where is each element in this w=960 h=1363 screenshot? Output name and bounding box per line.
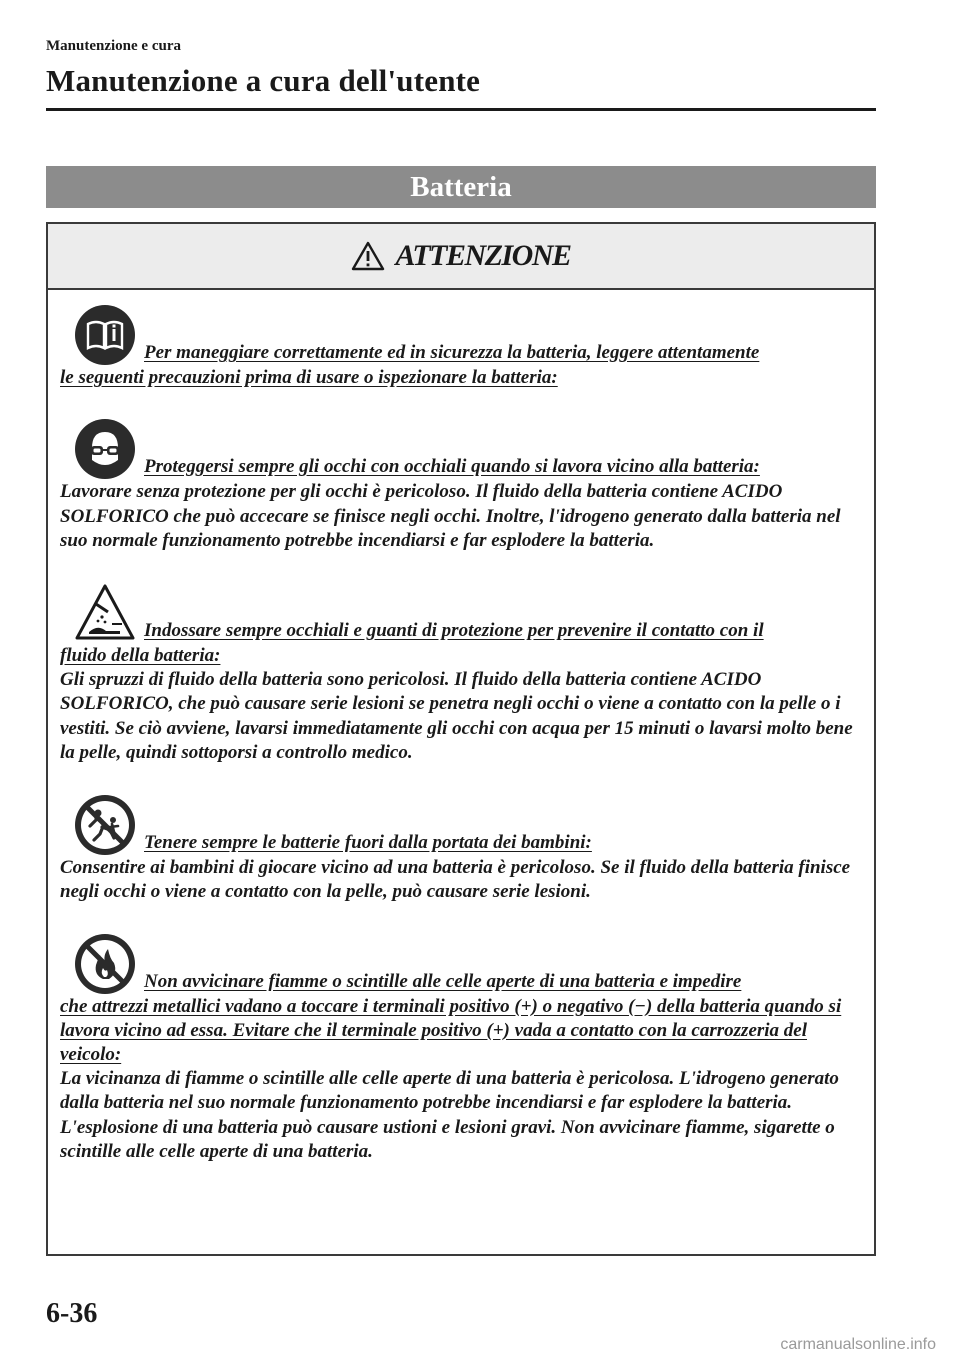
warning-item-head	[60, 582, 862, 644]
warning-item	[60, 582, 862, 766]
warning-item-head	[60, 794, 862, 856]
keep-away-children-icon	[74, 794, 136, 856]
warning-item	[60, 933, 862, 1165]
watermark: carmanualsonline.info	[780, 1336, 936, 1353]
warning-items	[48, 290, 874, 1165]
warning-item-lead-rest: le seguenti precauzioni prima di usare o ispezionare la batteria:	[60, 367, 558, 388]
page-header	[46, 38, 876, 99]
warning-item-body: La vicinanza di fiamme o scintille alle celle aperte di una batteria è pericolosa. L'idrogeno generato dalla batteria nel suo normale funzionamento potrebbe incendiarsi e far esplodere la batteria. L'esplosione di una batteria può causare ustioni e lesioni gravi. Non avvicinare fiamme, sigarette o scintille alle celle aperte di una batteria.	[60, 1067, 839, 1162]
warning-item-lead: Indossare sempre occhiali e guanti di protezione per prevenire il contatto con il	[144, 619, 764, 641]
warning-box	[46, 222, 876, 1256]
corrosive-warning-icon	[74, 582, 136, 644]
page-title: Manutenzione a cura dell'utente	[46, 63, 481, 98]
warning-triangle-icon	[351, 241, 385, 271]
warning-item-head	[60, 304, 862, 366]
warning-item-lead-rest: fluido della batteria:	[60, 644, 221, 666]
warning-item-body: Gli spruzzi di fluido della batteria sono pericolosi. Il fluido della batteria contiene ACIDO SOLFORICO, che può causare serie lesioni se penetra negli occhi o viene a contatto con la pelle o i vestiti. Se ciò avviene, lavarsi immediatamente gli occhi con acqua per 15 minuti o lavarsi molto bene la pelle, quindi sottoporsi a controllo medico.	[60, 668, 853, 763]
read-manual-icon	[74, 304, 136, 366]
section-title: Batteria	[46, 166, 876, 208]
warning-item-lead: Proteggersi sempre gli occhi con occhiali quando si lavora vicino alla batteria:	[144, 456, 760, 477]
breadcrumb: Manutenzione e cura	[46, 38, 181, 54]
warning-title: ATTENZIONE	[395, 239, 571, 272]
warning-item-lead-rest: che attrezzi metallici vadano a toccare i terminali positivo (+) o negativo (−) della batteria quando si lavora vicino ad essa. Evitare che il terminale positivo (+) vada a contatto con la carrozzeria del veicolo:	[60, 995, 842, 1065]
warning-item	[60, 304, 862, 390]
warning-item-body: Lavorare senza protezione per gli occhi è pericoloso. Il fluido della batteria contiene ACIDO SOLFORICO che può accecare se finisce negli occhi. Inoltre, l'idrogeno generato dalla batteria nel suo normale funzionamento potrebbe incendiarsi e far esplodere la batteria.	[60, 481, 841, 551]
warning-item-lead: Non avvicinare fiamme o scintille alle celle aperte di una batteria e impedire	[144, 970, 742, 992]
warning-item-head	[60, 418, 862, 480]
header-divider	[46, 108, 876, 111]
warning-item-body: Consentire ai bambini di giocare vicino ad una batteria è pericoloso. Se il fluido della batteria finisce negli occhi o viene a contatto con la pelle, può causare serie lesioni.	[60, 856, 851, 902]
warning-item-lead: Per maneggiare correttamente ed in sicurezza la batteria, leggere attentamente	[144, 342, 760, 363]
no-flames-icon	[74, 933, 136, 995]
warning-item	[60, 794, 862, 905]
warning-item-lead: Tenere sempre le batterie fuori dalla portata dei bambini:	[144, 831, 592, 853]
eye-protection-icon	[74, 418, 136, 480]
warning-item-head	[60, 933, 862, 995]
warning-header	[48, 224, 874, 290]
warning-item	[60, 418, 862, 554]
page-number: 6-36	[46, 1298, 98, 1329]
